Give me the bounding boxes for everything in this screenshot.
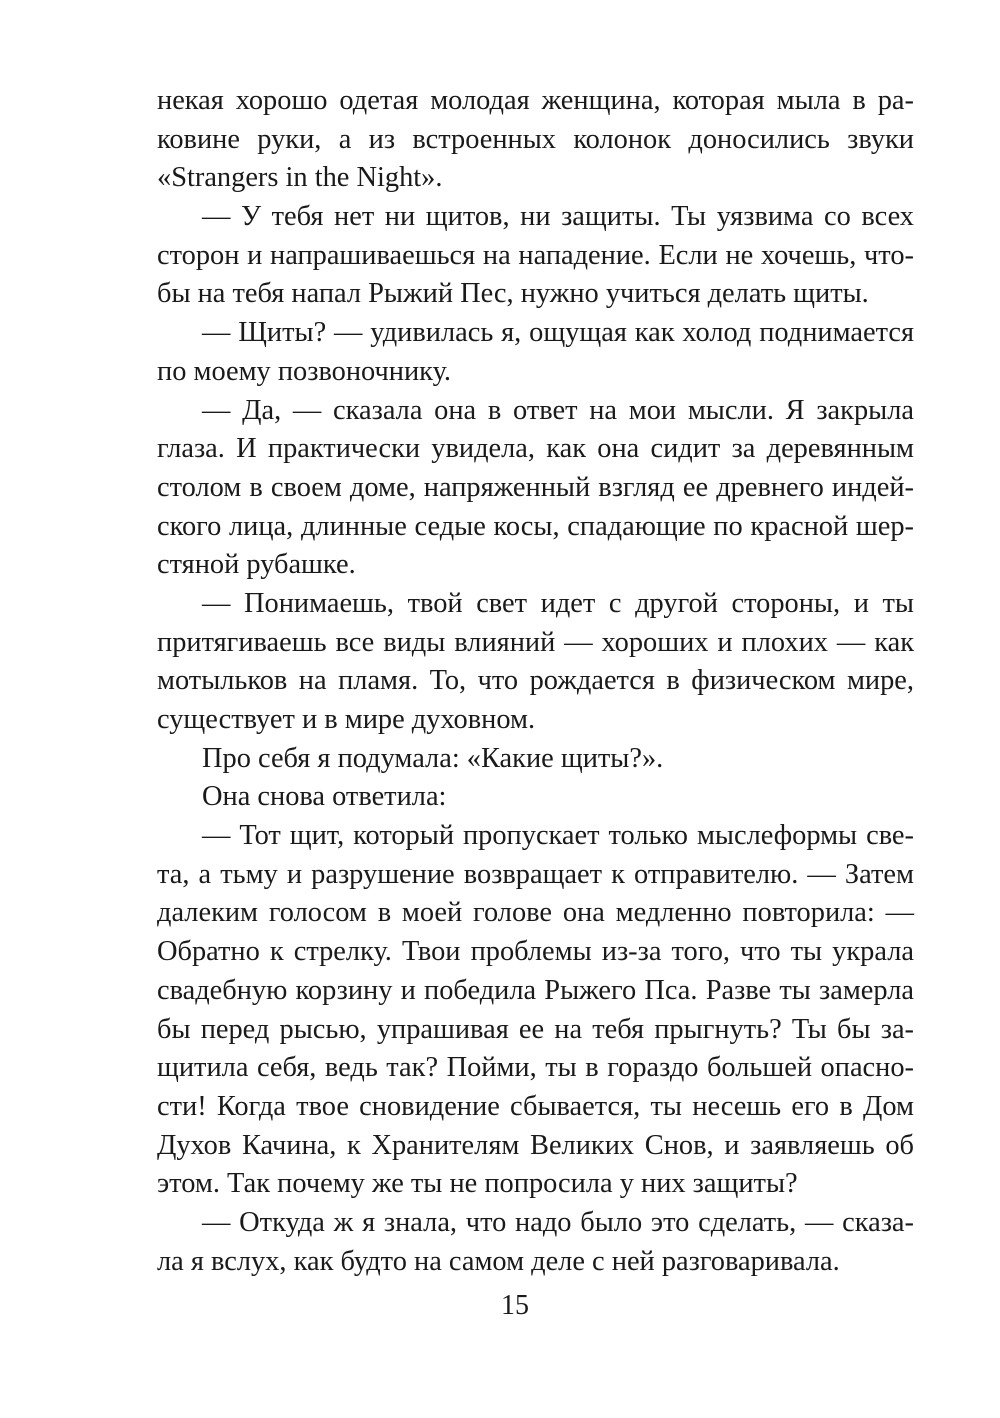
text-line: свадебную корзину и победила Рыжего Пса. Разве ты замерла	[157, 974, 914, 1006]
text-line: щитила себя, ведь так? Пойми, ты в гораздо большей опасно-	[157, 1052, 914, 1084]
text-line: сти! Когда твое сновидение сбывается, ты несешь его в Дом	[157, 1090, 914, 1122]
text-line: мотыльков на пламя. То, что рождается в физическом мире,	[157, 665, 914, 697]
text-line: ского лица, длинные седые косы, спадающие по красной шер-	[157, 510, 914, 542]
text-line: — Понимаешь, твой свет идет с другой стороны, и ты	[202, 587, 914, 619]
text-line: по моему позвоночнику.	[157, 355, 452, 387]
text-line: — Тот щит, который пропускает только мыслеформы све-	[202, 820, 914, 852]
text-line: глаза. И практически увидела, как она сидит за деревянным	[157, 433, 914, 465]
text-line: существует и в мире духовном.	[157, 704, 536, 735]
text-line: Духов Качина, к Хранителям Великих Снов, и заявляешь об	[157, 1129, 914, 1161]
page-number: 15	[501, 1290, 529, 1321]
text-line: — Да, — сказала она в ответ на мои мысли. Я закрыла	[202, 394, 914, 426]
body-text	[157, 82, 914, 1281]
text-line: бы на тебя напал Рыжий Пес, нужно учиться делать щиты.	[157, 278, 869, 310]
text-line: стяной рубашке.	[157, 549, 356, 581]
text-line: столом в своем доме, напряженный взгляд ее древнего индей-	[157, 471, 914, 503]
text-line: ковине руки, а из встроенных колонок доносились звуки	[157, 123, 914, 155]
text-line: Она снова ответила:	[202, 781, 447, 813]
text-line: Про себя я подумала: «Какие щиты?».	[202, 742, 664, 774]
text-line: «Strangers in the Night».	[157, 162, 443, 194]
text-line: — Щиты? — удивилась я, ощущая как холод поднимается	[202, 317, 914, 349]
text-line: некая хорошо одетая молодая женщина, которая мыла в ра-	[157, 85, 914, 116]
text-line: бы перед рысью, упрашивая ее на тебя прыгнуть? Ты бы за-	[157, 1013, 914, 1045]
text-line: сторон и напрашиваешься на нападение. Если не хочешь, что-	[157, 239, 914, 271]
text-line: — Откуда ж я знала, что надо было это сделать, — сказа-	[202, 1206, 914, 1238]
text-line: — У тебя нет ни щитов, ни защиты. Ты уязвима со всех	[202, 201, 914, 233]
text-line: ла я вслух, как будто на самом деле с ней разговаривала.	[157, 1245, 840, 1277]
text-line: Обратно к стрелку. Твои проблемы из-за того, что ты украла	[157, 936, 914, 968]
text-line: далеким голосом в моей голове она медленно повторила: —	[157, 897, 914, 929]
text-line: притягиваешь все виды влияний — хороших и плохих — как	[157, 626, 914, 658]
text-line: та, а тьму и разрушение возвращает к отправителю. — Затем	[157, 858, 914, 890]
text-line: этом. Так почему же ты не попросила у них защиты?	[157, 1168, 798, 1200]
